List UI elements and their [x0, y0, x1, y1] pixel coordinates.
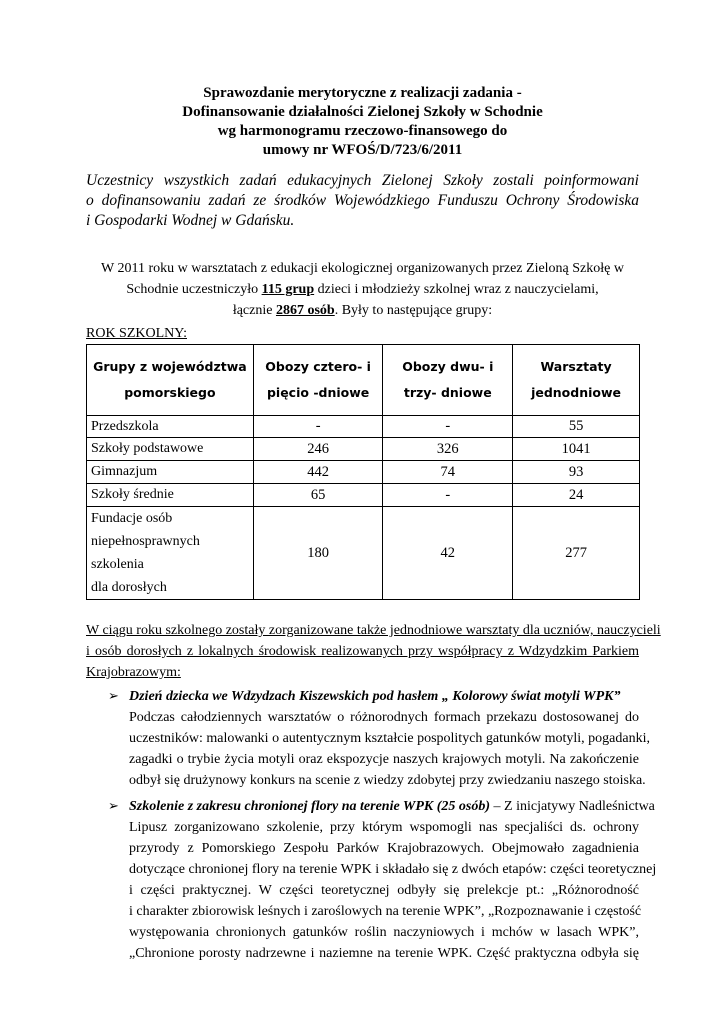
table-row: [87, 461, 640, 484]
summary-line-2: [86, 279, 639, 300]
summary-text: . Były to następujące grupy:: [334, 303, 493, 318]
intro-paragraph: [86, 171, 639, 231]
header-text: trzy- dniowe: [403, 385, 492, 400]
bullet-line: odbył się drużynowy konkurs na scenie z wiedzy zdobytej przy zwiedzaniu naszego stoiska.: [129, 773, 646, 788]
cell-workshops: 93: [513, 461, 640, 484]
intro-line-3: i Gospodarki Wodnej w Gdańsku.: [86, 212, 295, 229]
cell-workshops: 55: [513, 416, 640, 438]
bullet-item-flora-training: [129, 796, 657, 964]
row-label-line: Fundacje osób: [91, 511, 173, 526]
bullet-line: [129, 796, 655, 817]
bullet-arrow-icon: ➢: [108, 688, 119, 703]
cell-camps-2-3: -: [383, 484, 513, 507]
bullet-line: występowania chronionych gatunków roślin naczyniowych i mchów w lasach WPK”,: [129, 925, 639, 940]
header-text: pomorskiego: [124, 385, 216, 400]
title-line-1: Sprawozdanie merytoryczne z realizacji zadania -: [203, 85, 522, 101]
header-text: pięcio -dniowe: [266, 385, 370, 400]
row-label: Szkoły podstawowe: [87, 438, 254, 461]
during-year-line-1: W ciągu roku szkolnego zostały zorganizowane także jednodniowe warsztaty dla uczniów, nauczycieli: [86, 623, 661, 638]
during-year-line-2: i osób dorosłych z lokalnych środowisk realizowanych przy współpracy z Wdzydzkim Parkiem: [86, 644, 639, 659]
bullet-line: „Chronione porosty nadrzewne i naziemne na terenie WPK. Część praktyczna odbyła się: [129, 946, 639, 961]
title-line-2: Dofinansowanie działalności Zielonej Szkoły w Schodnie: [182, 104, 543, 120]
school-year-label: ROK SZKOLNY:: [86, 326, 187, 341]
cell-camps-2-3: 42: [383, 507, 513, 600]
cell-workshops: 1041: [513, 438, 640, 461]
row-label: Szkoły średnie: [87, 484, 254, 507]
cell-camps-4-5: 65: [253, 484, 383, 507]
table-row: [87, 438, 640, 461]
header-text: Obozy dwu- i: [402, 359, 494, 374]
title-line-3: wg harmonogramu rzeczowo-finansowego do: [217, 123, 508, 139]
table-row: [87, 507, 640, 600]
header-text: jednodniowe: [531, 385, 622, 400]
cell-camps-4-5: 180: [253, 507, 383, 600]
table-row: [87, 484, 640, 507]
header-camps-4-5: [253, 345, 383, 416]
cell-camps-4-5: 442: [253, 461, 383, 484]
bullet-arrow-icon: ➢: [108, 798, 119, 813]
row-label-line: dla dorosłych: [91, 580, 167, 595]
table-row: [87, 416, 640, 438]
cell-camps-2-3: -: [383, 416, 513, 438]
intro-line-1: Uczestnicy wszystkich zadań edukacyjnych Zielonej Szkoły zostali poinformowani: [86, 172, 639, 189]
bullet-item-childrens-day: [129, 686, 650, 791]
table-header-row: [87, 345, 640, 416]
cell-camps-4-5: -: [253, 416, 383, 438]
cell-camps-2-3: 74: [383, 461, 513, 484]
summary-line-3: [86, 300, 639, 321]
groups-count: 115 grup: [261, 282, 315, 297]
cell-camps-2-3: 326: [383, 438, 513, 461]
row-label: Gimnazjum: [87, 461, 254, 484]
bullet-line: dotyczące chronionej flory na terenie WPK i składało się z dwóch etapów: części teoretycznej: [129, 862, 657, 877]
cell-camps-4-5: 246: [253, 438, 383, 461]
title-line-4: umowy nr WFOŚ/D/723/6/2011: [262, 142, 463, 158]
row-label: Przedszkola: [87, 416, 254, 438]
header-text: Warsztaty: [540, 359, 612, 374]
bullet-line: zagadki o trybie życia motyli oraz ekspozycje naszych krajowych motyli. Na zakończenie: [129, 752, 639, 767]
summary-line-1: W 2011 roku w warsztatach z edukacji ekologicznej organizowanych przez Zieloną Szkołę w: [101, 261, 624, 276]
report-title: [86, 84, 639, 160]
participants-table: [86, 344, 640, 600]
header-camps-2-3: [383, 345, 513, 416]
header-text: Grupy z województwa: [93, 359, 247, 374]
bullet-line: Podczas całodziennych warsztatów o różnorodnych formach przekazu dostosowanej do: [129, 710, 639, 725]
summary-text: dzieci i młodzieży szkolnej wraz z nauczycielami,: [314, 282, 599, 297]
row-label: [87, 507, 254, 600]
bullet-heading: Szkolenie z zakresu chronionej flory na terenie WPK (25 osób): [129, 799, 491, 814]
bullet-line: Lipusz zorganizowano szkolenie, przy którym wspomogli nas specjaliści ds. ochrony: [129, 820, 639, 835]
summary-text: łącznie: [232, 303, 276, 318]
header-text: Obozy cztero- i: [265, 359, 371, 374]
header-groups: [87, 345, 254, 416]
cell-workshops: 24: [513, 484, 640, 507]
bullet-line: przyrody z Pomorskiego Zespołu Parków Krajobrazowych. Obejmowało zagadnienia: [129, 841, 639, 856]
persons-count: 2867 osób: [275, 303, 335, 318]
cell-workshops: 277: [513, 507, 640, 600]
bullet-text: – Z inicjatywy Nadleśnictwa: [490, 799, 655, 814]
summary-text: Schodnie uczestniczyło: [126, 282, 262, 297]
during-year-paragraph: [86, 620, 661, 683]
row-label-line: niepełnosprawnych szkolenia: [91, 534, 200, 572]
bullet-line: i części praktycznej. W części teoretycznej odbyły się prelekcje pt.: „Różnorodność: [129, 883, 639, 898]
during-year-line-3: Krajobrazowym:: [86, 665, 181, 680]
intro-line-2: o dofinansowaniu zadań ze środków Wojewódzkiego Funduszu Ochrony Środowiska: [86, 192, 639, 209]
header-workshops: [513, 345, 640, 416]
bullet-heading: Dzień dziecka we Wdzydzach Kiszewskich pod hasłem „ Kolorowy świat motyli WPK”: [129, 689, 621, 704]
bullet-line: uczestników: malowanki o autentycznym kształcie pospolitych gatunków motyli, pogadanki,: [129, 731, 650, 746]
summary-paragraph: [86, 258, 639, 321]
bullet-line: i charakter zbiorowisk leśnych i zaroślowych na terenie WPK”, „Rozpoznawanie i częstość: [129, 904, 642, 919]
